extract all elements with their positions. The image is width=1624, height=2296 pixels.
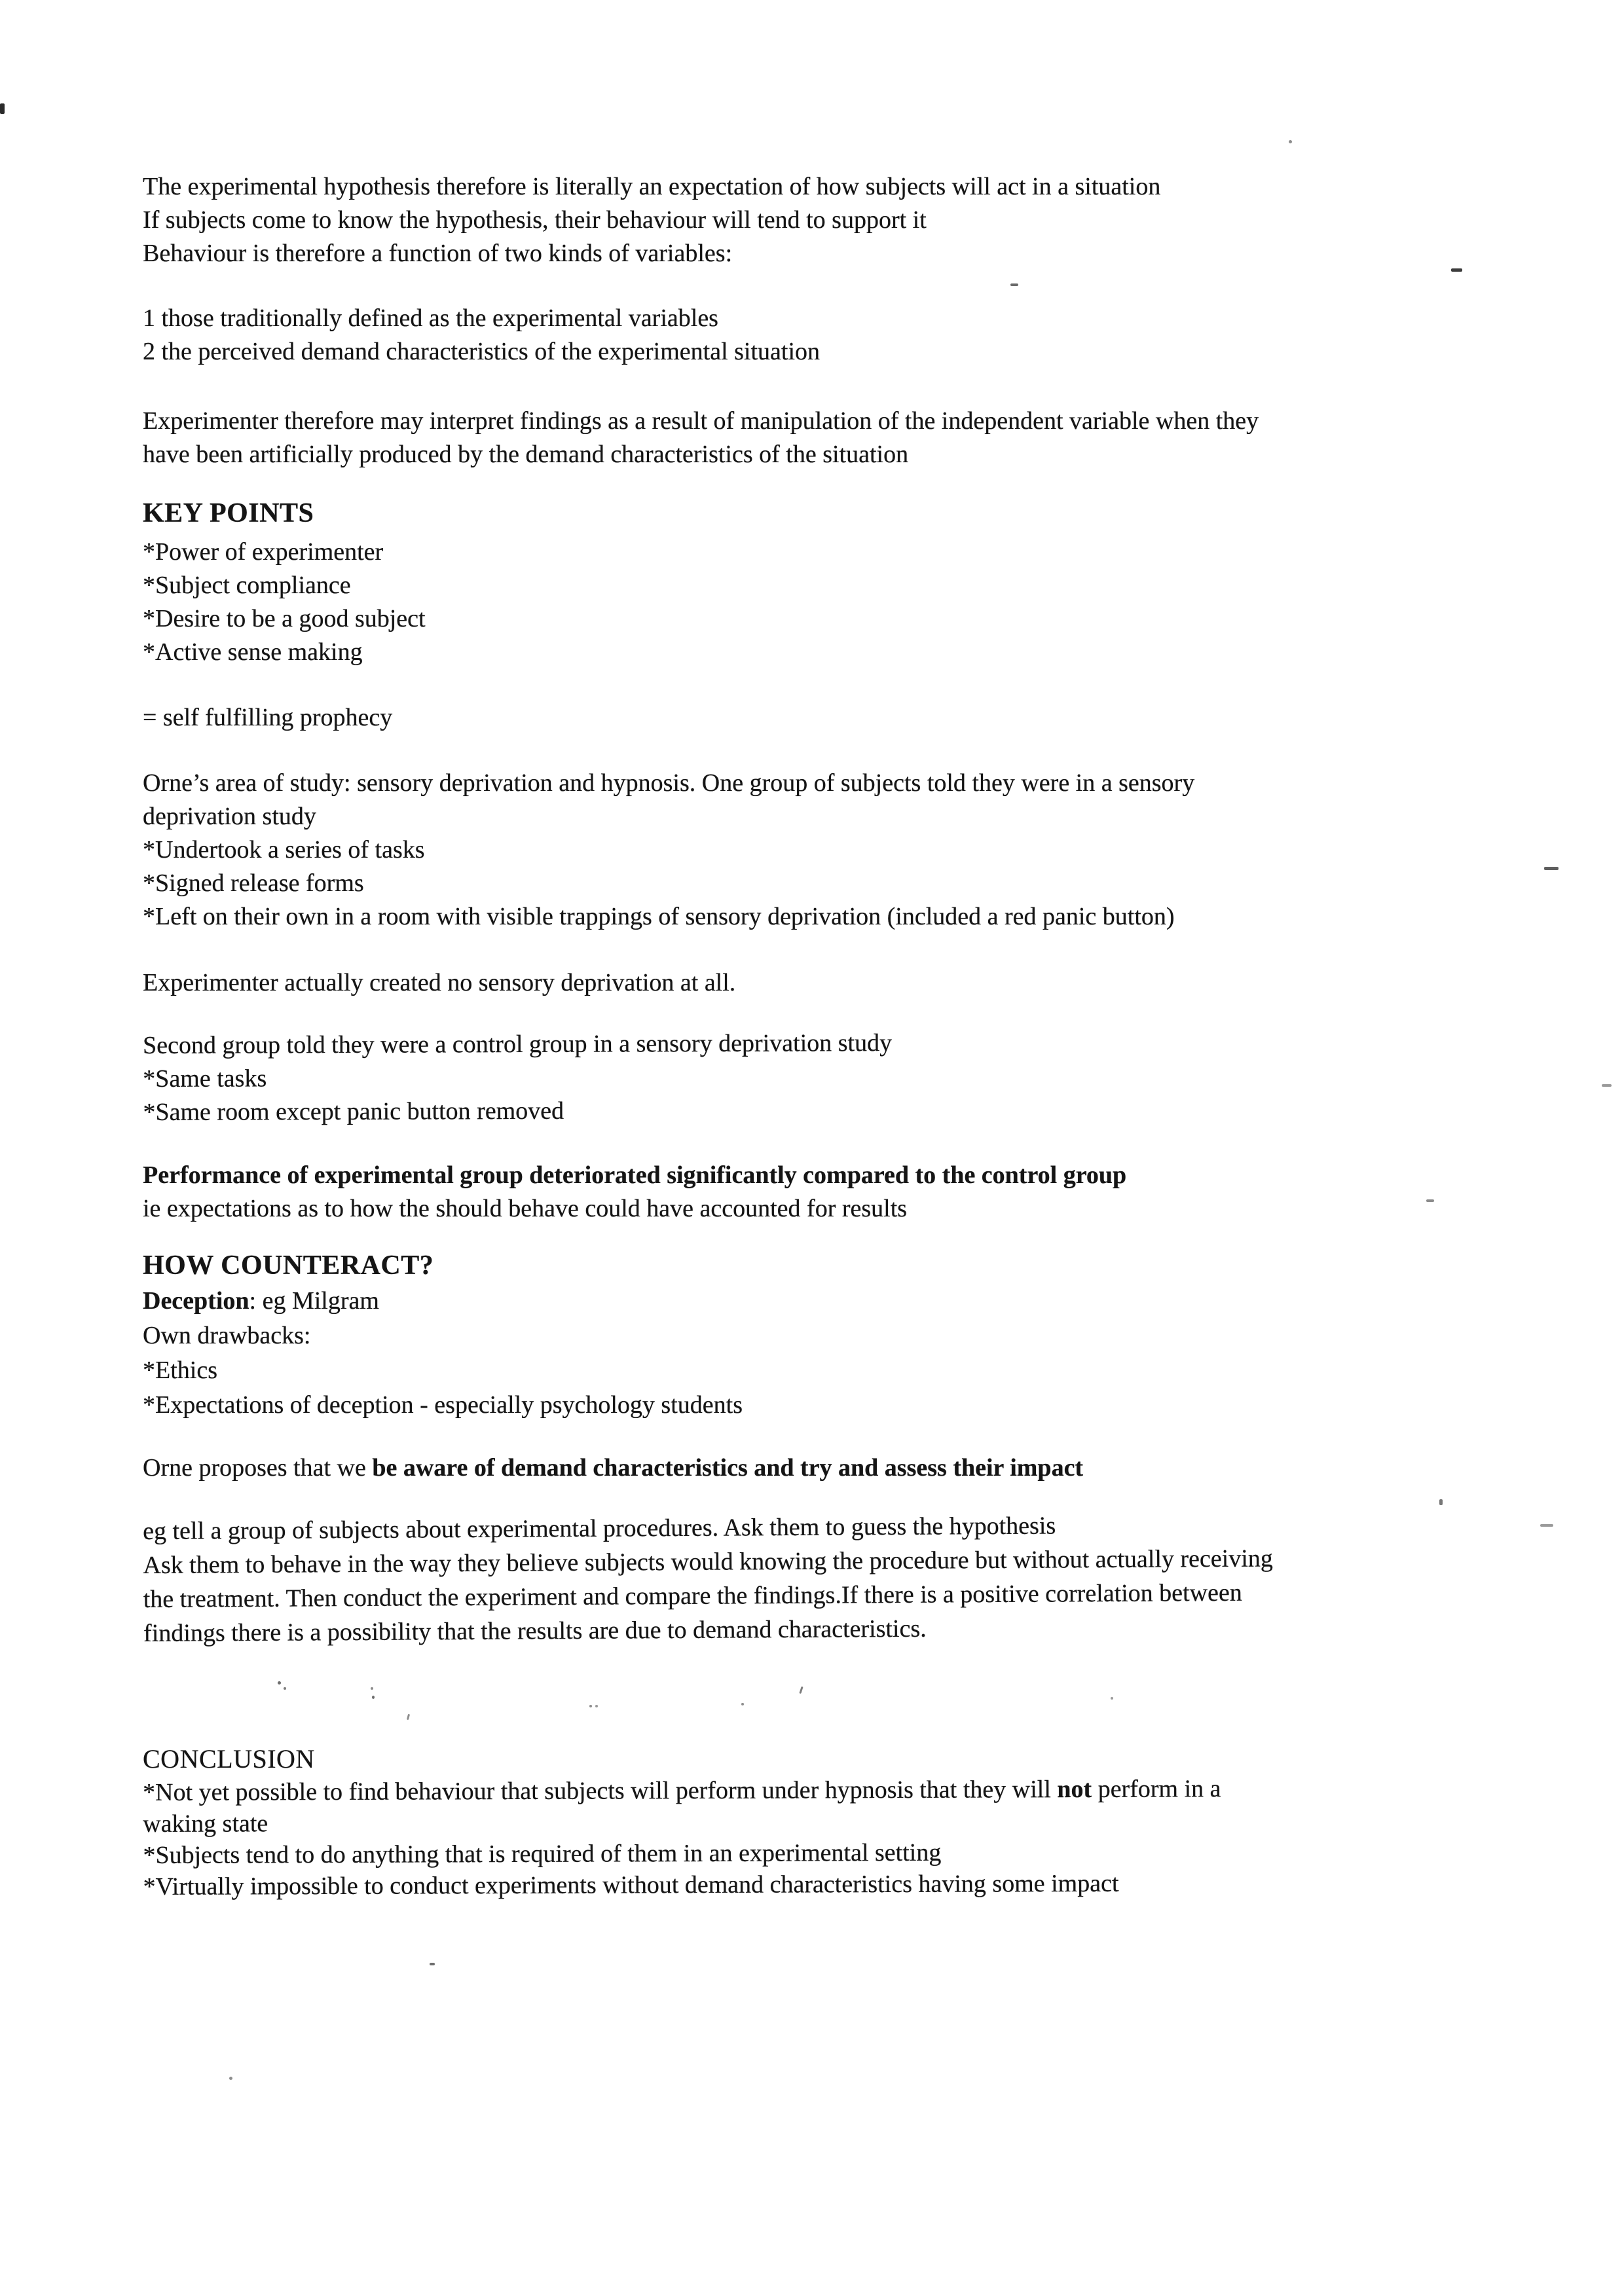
example-line-2: Ask them to behave in the way they believe subjects would knowing the procedure but without actually receiving (143, 1544, 1273, 1579)
interpretation-line-1: Experimenter therefore may interpret findings as a result of manipulation of the independent variable when they (143, 407, 1259, 435)
key-points-list (143, 536, 426, 669)
scan-speck (229, 2077, 232, 2080)
scan-speck (1289, 140, 1292, 143)
numbered-item-2: 2 the perceived demand characteristics of the experimental situation (143, 338, 821, 365)
key-point-1: *Power of experimenter (143, 538, 384, 566)
orne-study-line-1: Orne’s area of study: sensory deprivation and hypnosis. One group of subjects told they were in a sensory (143, 769, 1195, 797)
example-line-3: the treatment. Then conduct the experiment and compare the findings.If there is a positive correlation between (143, 1578, 1242, 1613)
no-deprivation-line: Experimenter actually created no sensory deprivation at all. (143, 969, 736, 996)
scan-mark (1451, 268, 1462, 272)
scan-mark (799, 1686, 803, 1694)
deception-line (143, 1284, 743, 1319)
conclusion-b1-bold: not (1057, 1775, 1092, 1804)
conclusion-b1-pre: *Not yet possible to find behaviour that subjects will perform under hypnosis that they will (143, 1776, 1058, 1806)
orne-proposes-pre: Orne proposes that we (143, 1454, 373, 1482)
second-group-bullet-1: *Same tasks (143, 1065, 267, 1093)
orne-study-bullet-2: *Signed release forms (143, 869, 364, 897)
deception-label: Deception (143, 1287, 249, 1315)
scan-speck (1111, 1697, 1113, 1700)
orne-proposes-line (143, 1451, 1083, 1485)
how-counteract-list (143, 1284, 743, 1423)
variables-numbered-list (143, 302, 820, 369)
example-line-4: findings there is a possibility that the results are due to demand characteristics. (143, 1614, 927, 1647)
orne-study-bullet-1: *Undertook a series of tasks (143, 836, 425, 864)
intro-line-3: Behaviour is therefore a function of two kinds of variables: (143, 240, 733, 267)
example-line-1: eg tell a group of subjects about experimental procedures. Ask them to guess the hypothesis (143, 1512, 1056, 1545)
scan-mark (1439, 1499, 1443, 1505)
scan-mark (0, 103, 5, 114)
conclusion-b1-post: perform in a (1092, 1775, 1221, 1803)
second-group-paragraph (143, 1027, 893, 1129)
scan-speck (284, 1687, 286, 1690)
counteract-bullet-2: *Expectations of deception - especially psychology students (143, 1391, 743, 1419)
scan-speck (372, 1696, 375, 1699)
scan-mark (1426, 1199, 1434, 1202)
performance-line-2: ie expectations as to how the should behave could have accounted for results (143, 1195, 908, 1222)
scan-speck (589, 1705, 592, 1707)
key-point-2: *Subject compliance (143, 572, 351, 599)
scan-mark (407, 1714, 410, 1720)
orne-study-bullet-3: *Left on their own in a room with visible trappings of sensory deprivation (included a red panic button) (143, 903, 1175, 930)
orne-proposes-bold: be aware of demand characteristics and try and assess their impact (372, 1454, 1084, 1482)
scan-mark (430, 1963, 435, 1965)
intro-line-2: If subjects come to know the hypothesis, their behaviour will tend to support it (143, 206, 927, 234)
conclusion-list (143, 1773, 1221, 1903)
second-group-line-1: Second group told they were a control group in a sensory deprivation study (143, 1029, 893, 1059)
conclusion-heading: CONCLUSION (143, 1744, 315, 1774)
example-paragraph (143, 1507, 1274, 1650)
performance-bold-line: Performance of experimental group deteriorated significantly compared to the control group (143, 1161, 1127, 1189)
scan-speck (371, 1687, 373, 1690)
orne-study-paragraph (143, 767, 1194, 934)
scan-mark (1544, 867, 1559, 870)
scan-speck (741, 1703, 744, 1705)
performance-paragraph (143, 1159, 1126, 1226)
intro-line-1: The experimental hypothesis therefore is literally an expectation of how subjects will act in a situation (143, 173, 1161, 200)
scan-mark (1540, 1524, 1553, 1527)
deception-rest: : eg Milgram (249, 1287, 379, 1315)
counteract-bullet-1: *Ethics (143, 1357, 217, 1384)
numbered-item-1: 1 those traditionally defined as the experimental variables (143, 304, 718, 332)
conclusion-bullet-1-line-2: waking state (143, 1810, 268, 1838)
how-counteract-heading: HOW COUNTERACT? (143, 1250, 434, 1281)
key-point-4: *Active sense making (143, 638, 363, 666)
orne-study-line-2: deprivation study (143, 803, 316, 830)
scan-mark (1010, 283, 1018, 286)
intro-paragraph (143, 170, 1160, 270)
key-points-heading: KEY POINTS (143, 498, 314, 528)
key-point-3: *Desire to be a good subject (143, 605, 426, 632)
conclusion-bullet-3: *Virtually impossible to conduct experiments without demand characteristics having some impact (143, 1869, 1119, 1901)
interpretation-paragraph (143, 405, 1259, 471)
own-drawbacks-line: Own drawbacks: (143, 1322, 311, 1349)
self-fulfilling-line: = self fulfilling prophecy (143, 704, 393, 731)
scan-speck (595, 1705, 598, 1707)
conclusion-bullet-2: *Subjects tend to do anything that is required of them in an experimental setting (143, 1838, 942, 1869)
conclusion-bullet-1-line-1 (143, 1773, 1221, 1808)
interpretation-line-2: have been artificially produced by the demand characteristics of the situation (143, 441, 909, 468)
second-group-bullet-2: *Same room except panic button removed (143, 1097, 564, 1126)
scan-mark (1602, 1084, 1612, 1087)
scan-speck (278, 1681, 281, 1685)
